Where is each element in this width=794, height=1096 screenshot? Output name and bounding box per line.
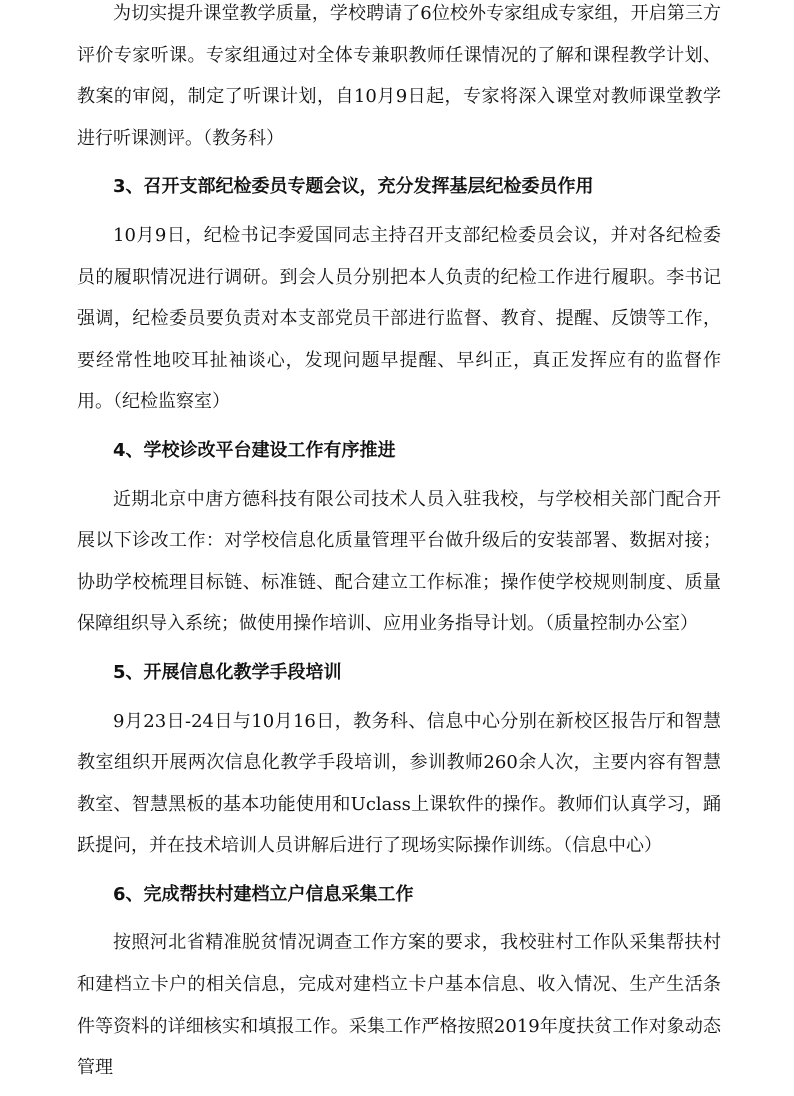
paragraph-village-info: 按照河北省精准脱贫情况调查工作方案的要求，我校驻村工作队采集帮扶村和建档立卡户的相关信息，完成对建档立卡户基本信息、收入情况、生产生活条件等资料的详细核实和填报工作。采集工作严格按照2019年度扶贫工作对象动态管理: [77, 932, 721, 1079]
paragraph-discipline-meeting: 10月9日，纪检书记李爱国同志主持召开支部纪检委员会议，并对各纪检委员的履职情况进行调研。到会人员分别把本人负责的纪检工作进行履职。李书记强调，纪检委员要负责对本支部党员干部进行监督、教育、提醒、反馈等工作，要经常性地咬耳扯袖谈心，发现问题早提醒、早纠正，真正发挥应有的监督作用。（纪检监察室）: [77, 224, 721, 413]
paragraph-expert-evaluation: 为切实提升课堂教学质量，学校聘请了6位校外专家组成专家组，开启第三方评价专家听课。专家组通过对全体专兼职教师任课情况的了解和课程教学计划、教案的审阅，制定了听课计划，自10月9日起，专家将深入课堂对教师课堂教学进行听课测评。（教务科）: [77, 3, 721, 149]
paragraph-it-training: 9月23日-24日与10月16日，教务科、信息中心分别在新校区报告厅和智慧教室组织开展两次信息化教学手段培训，参训教师260余人次，主要内容有智慧教室、智慧黑板的基本功能使用和Uclass上课软件的操作。教师们认真学习，踊跃提问，并在技术培训人员讲解后进行了现场实际操作训练。（信息中心）: [77, 710, 721, 857]
section-heading-5: 5、开展信息化教学手段培训: [113, 661, 342, 683]
section-heading-4: 4、学校诊改平台建设工作有序推进: [113, 439, 396, 461]
paragraph-diagnosis-platform: 近期北京中唐方德科技有限公司技术人员入驻我校，与学校相关部门配合开展以下诊改工作：对学校信息化质量管理平台做升级后的安装部署、数据对接；协助学校梳理目标链、标准链、配合建立工作标准；操作使学校规则制度、质量保障组织导入系统；做使用操作培训、应用业务指导计划。（质量控制办公室）: [77, 488, 721, 635]
section-heading-6: 6、完成帮扶村建档立户信息采集工作: [113, 883, 414, 905]
document-page: [77, 0, 721, 1096]
section-heading-3: 3、召开支部纪检委员专题会议，充分发挥基层纪检委员作用: [113, 176, 594, 198]
